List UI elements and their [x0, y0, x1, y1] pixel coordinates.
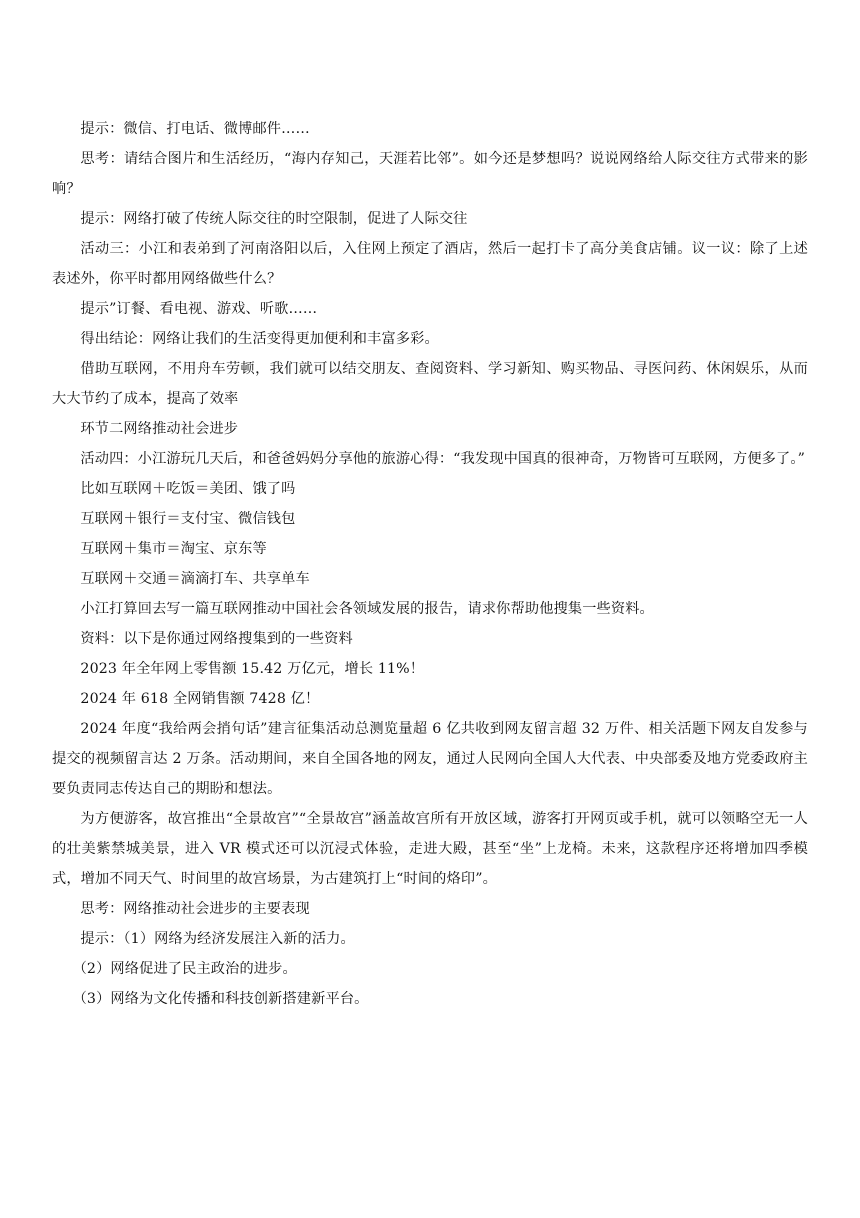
paragraph-two-sessions: 2024 年度“我给两会捎句话”建言征集活动总测览量超 6 亿共收到网友留言超 32 万件、相关活题下网友自发参与提交的视频留言达 2 万条。活动期间，来自全国各地的网友，通过人民网向全国人大代表、中央部委及地方党委政府主要负责同志传达自己的期盼和想法。: [52, 721, 808, 797]
paragraph-report-request: 小江打算回去写一篇互联网推动中国社会各领域发展的报告，请求你帮助他搜集一些资料。: [80, 601, 654, 617]
paragraph-think-2: 思考：网络推动社会进步的主要表现: [80, 901, 310, 917]
paragraph-internet-benefits: 借助互联网，不用舟车劳顿，我们就可以结交朋友、查阅资料、学习新知、购买物品、寻医问药、休闲娱乐，从而大大节约了成本，提高了效率: [52, 361, 808, 407]
paragraph-palace-museum: 为方便游客，故宫推出“全景故宫”“全景故宫”涵盖故宫所有开放区域，游客打开网页或手机，就可以领略空无一人的壮美紫禁城美景，进入 VR 模式还可以沉浸式体验，走进大殿，甚至“坐”上龙椅。未来，这款程序还将增加四季模式，增加不同天气、时间里的故宫场景，为古建筑打上“时间的烙印”。: [52, 811, 808, 887]
paragraph-activity-3: 活动三：小江和表弟到了河南洛阳以后，入住网上预定了酒店，然后一起打卡了高分美食店铺。议一议：除了上述表述外，你平时都用网络做些什么？: [52, 241, 808, 287]
paragraph-example-bank: 互联网＋银行＝支付宝、微信钱包: [80, 511, 296, 527]
paragraph-hint-2: 提示：网络打破了传统人际交往的时空限制，促进了人际交往: [80, 211, 468, 227]
paragraph-hint-point-2: （2）网络促进了民主政治的进步。: [72, 961, 297, 977]
paragraph-sales-618: 2024 年 618 全网销售额 7428 亿！: [80, 691, 320, 707]
paragraph-example-market: 互联网＋集市＝淘宝、京东等: [80, 541, 267, 557]
paragraph-example-food: 比如互联网＋吃饭＝美团、饿了吗: [80, 481, 296, 497]
document-body: [52, 114, 808, 1014]
paragraph-hint-1: 提示：微信、打电话、微博邮件……: [80, 121, 310, 137]
paragraph-materials-intro: 资料：以下是你通过网络搜集到的一些资料: [80, 631, 353, 647]
paragraph-hint-point-1: 提示：（1）网络为经济发展注入新的活力。: [80, 931, 355, 947]
paragraph-section-2-heading: 环节二网络推动社会进步: [80, 421, 239, 437]
paragraph-activity-4: 活动四：小江游玩几天后，和爸爸妈妈分享他的旅游心得：“我发现中国真的很神奇，万物皆可互联网，方便多了。”: [80, 451, 805, 467]
paragraph-retail-2023: 2023 年全年网上零售额 15.42 万亿元，增长 11%！: [80, 661, 425, 677]
paragraph-conclusion: 得出结论：网络让我们的生活变得更加便利和丰富多彩。: [80, 331, 439, 347]
paragraph-example-transport: 互联网＋交通＝滴滴打车、共享单车: [80, 571, 310, 587]
paragraph-think-1: 思考：请结合图片和生活经历，“海内存知己，天涯若比邻”。如今还是梦想吗？说说网络给人际交往方式带来的影响？: [52, 151, 808, 197]
paragraph-hint-3: 提示”订餐、看电视、游戏、听歌……: [80, 301, 318, 317]
paragraph-hint-point-3: （3）网络为文化传播和科技创新搭建新平台。: [72, 991, 369, 1007]
